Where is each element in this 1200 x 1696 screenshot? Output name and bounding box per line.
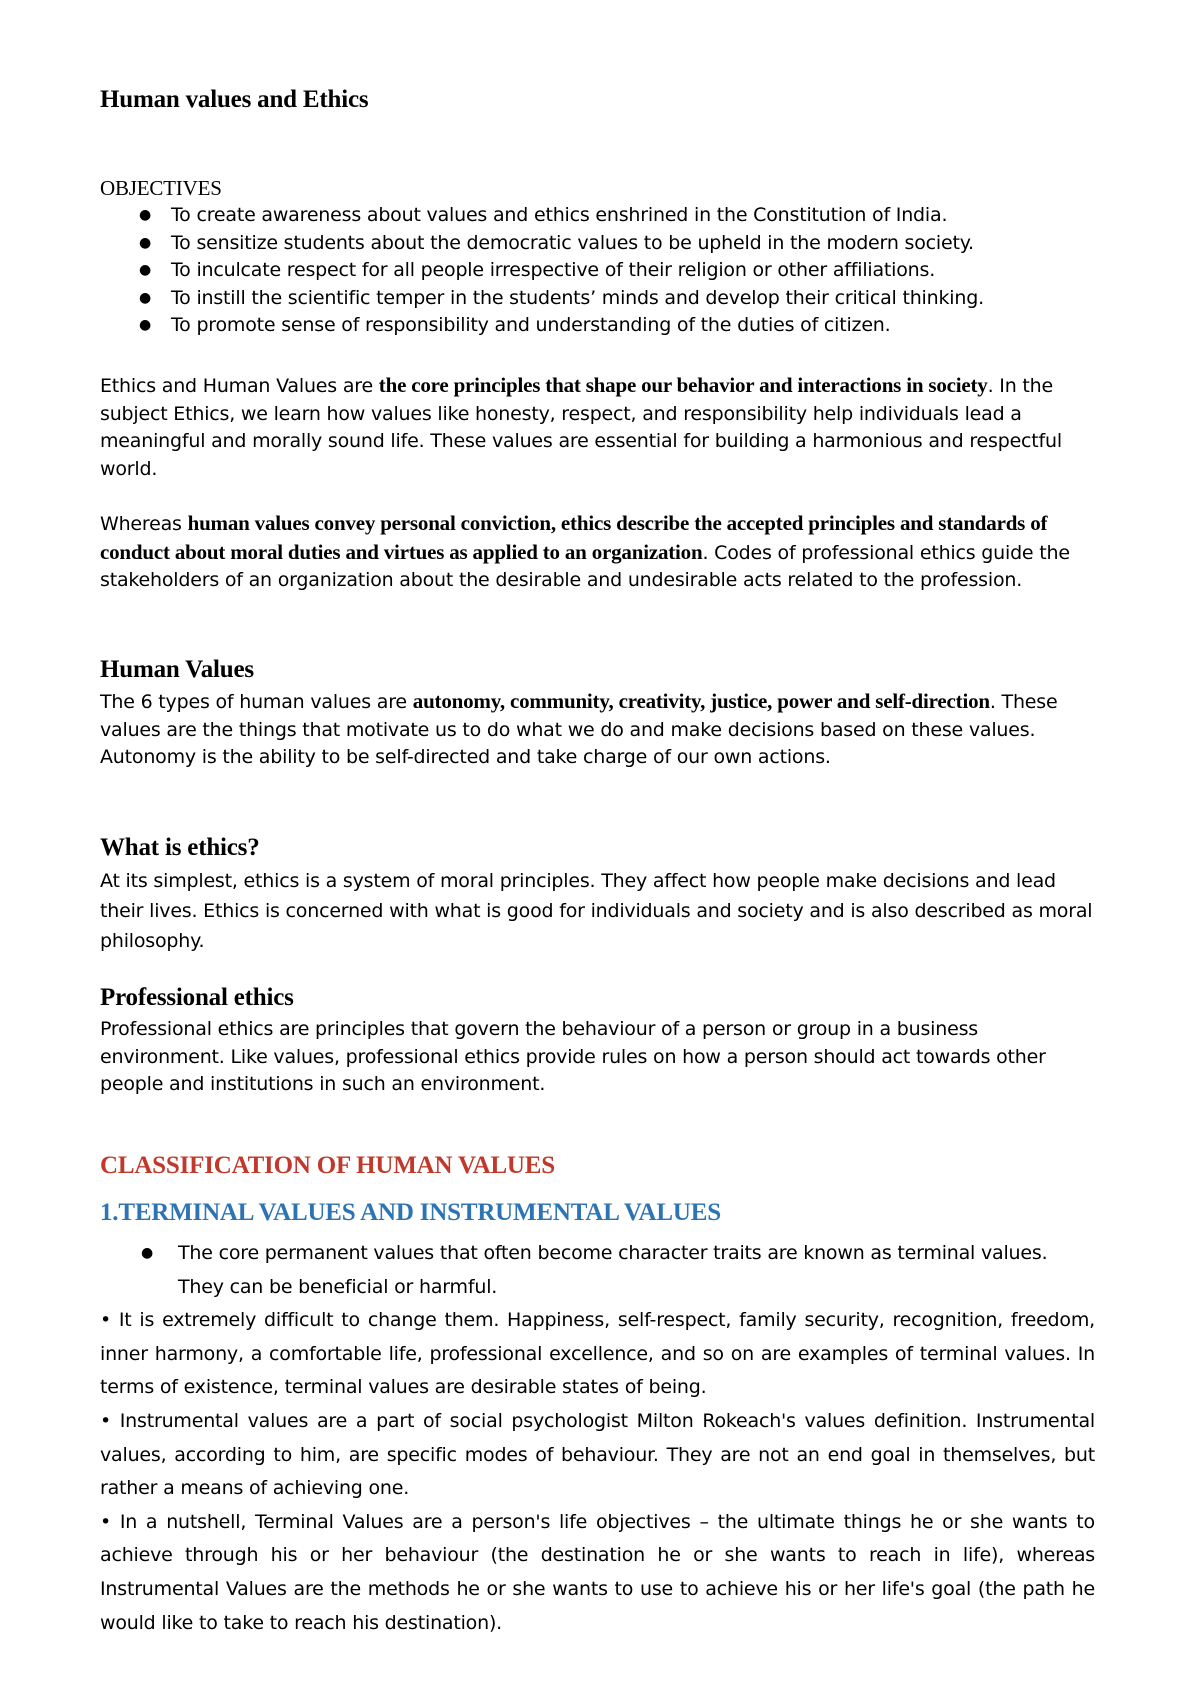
objective-item: ● To promote sense of responsibility and understanding of the duties of citizen.	[100, 312, 984, 340]
intro-bold-2: human values convey personal conviction, ethics describe the accepted principles and standards of conduct about moral duties and virtues as applied to an organization	[100, 511, 1048, 564]
what-is-ethics-heading: What is ethics?	[100, 834, 260, 861]
intro-bold-1: the core principles that shape our behavior and interactions in society	[378, 373, 988, 397]
intro-paragraph-1: Ethics and Human Values are the core principles that shape our behavior and interactions in society. In the subject Ethics, we learn how values like honesty, respect, and responsibility help individuals lead a meaningful and morally sound life. These values are essential for building a harmonious and respectful world.	[100, 373, 1062, 480]
classification-point: • In a nutshell, Terminal Values are a person's life objectives – the ultimate things he or she wants to achieve through his or her behaviour (the destination he or she wants to reach in life), whereas Instrumental Values are the methods he or she wants to use to achieve his or her life's goal (the path he would like to take to reach his destination).	[100, 1510, 1095, 1634]
classification-heading: CLASSIFICATION OF HUMAN VALUES	[100, 1152, 555, 1179]
document-title: Human values and Ethics	[100, 86, 369, 113]
objective-item: ● To instill the scientific temper in the students’ minds and develop their critical thinking.	[100, 285, 984, 313]
objective-item: ● To inculcate respect for all people irrespective of their religion or other affiliations.	[100, 257, 984, 285]
what-is-ethics-paragraph: At its simplest, ethics is a system of moral principles. They affect how people make decisions and lead their lives. Ethics is concerned with what is good for individuals and society and is also described as moral philosophy.	[100, 870, 1093, 952]
objective-item: ● To create awareness about values and ethics enshrined in the Constitution of India.	[100, 202, 984, 230]
human-values-heading: Human Values	[100, 656, 254, 683]
objectives-list	[100, 202, 984, 340]
classification-body	[100, 1237, 1095, 1640]
professional-ethics-heading: Professional ethics	[100, 984, 294, 1011]
human-values-paragraph: The 6 types of human values are autonomy, community, creativity, justice, power and self-direction. These values are the things that motivate us to do what we do and make decisions based on these values. Autonomy is the ability to be self-directed and take charge of our own actions.	[100, 689, 1058, 769]
terminal-instrumental-heading: 1.TERMINAL VALUES AND INSTRUMENTAL VALUES	[100, 1199, 721, 1226]
classification-first-bullet: ● The core permanent values that often become character traits are known as terminal values. They can be beneficial or harmful.	[100, 1237, 1095, 1304]
human-values-bold: autonomy, community, creativity, justice, power and self-direction	[412, 689, 990, 713]
classification-point: • Instrumental values are a part of social psychologist Milton Rokeach's values definition. Instrumental values, according to him, are specific modes of behaviour. They are not an end goal in themselves, but rather a means of achieving one.	[100, 1409, 1095, 1500]
intro-paragraph-2: Whereas human values convey personal conviction, ethics describe the accepted principles and standards of conduct about moral duties and virtues as applied to an organization. Codes of professional ethics guide the stakeholders of an organization about the desirable and undesirable acts related to the profession.	[100, 511, 1070, 592]
objective-item: ● To sensitize students about the democratic values to be upheld in the modern society.	[100, 230, 984, 258]
bullet-icon: ●	[141, 1245, 154, 1261]
professional-ethics-paragraph: Professional ethics are principles that govern the behaviour of a person or group in a business environment. Like values, professional ethics provide rules on how a person should act towards other people and institutions in such an environment.	[100, 1018, 1046, 1096]
classification-point: • It is extremely difficult to change them. Happiness, self-respect, family security, recognition, freedom, inner harmony, a comfortable life, professional excellence, and so on are examples of terminal values. In terms of existence, terminal values are desirable states of being.	[100, 1309, 1095, 1399]
objectives-heading: OBJECTIVES	[100, 176, 222, 200]
